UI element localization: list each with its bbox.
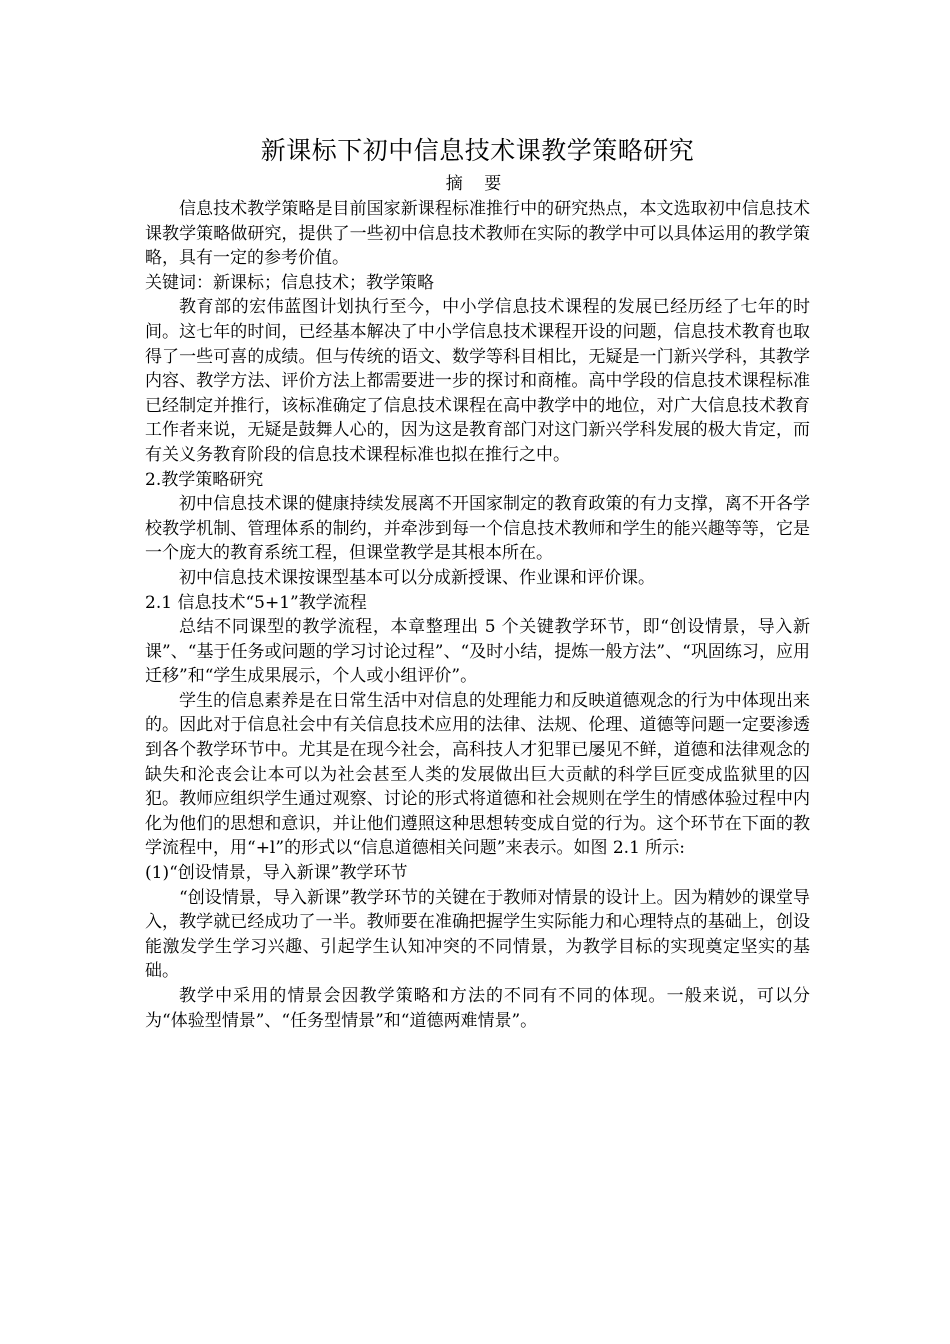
subsection-heading: (1)“创设情景，导入新课”教学环节: [145, 863, 408, 884]
body-paragraph: 教育部的宏伟蓝图计划执行至今，中小学信息技术课程的发展已经历经了七年的时间。这七年的时间，已经基本解决了中小学信息技术课程开设的问题，信息技术教育也取得了一些可喜的成绩。但与传统的语文、数学等科目相比，无疑是一门新兴学科，其教学内容、教学方法、评价方法上都需要进一步的探讨和商榷。高中学段的信息技术课程标准已经制定并推行，该标准确定了信息技术课程在高中教学中的地位，对广大信息技术教育工作者来说，无疑是鼓舞人心的，因为这是教育部门对这门新兴学科发展的极大肯定，而有关义务教育阶段的信息技术课程标准也拟在推行之中。: [145, 297, 810, 465]
abstract-paragraph: 信息技术教学策略是目前国家新课程标准推行中的研究热点，本文选取初中信息技术课教学策略做研究，提供了一些初中信息技术教师在实际的教学中可以具体运用的教学策略，具有一定的参考价值。: [145, 199, 810, 269]
abstract-heading: 摘 要: [445, 174, 510, 194]
body-paragraph: “创设情景，导入新课”教学环节的关键在于教师对情景的设计上。因为精妙的课堂导入，教学就已经成功了一半。教师要在准确把握学生实际能力和心理特点的基础上，创设能激发学生学习兴趣、引起学生认知冲突的不同情景，为教学目标的实现奠定坚实的基础。: [145, 887, 810, 982]
document-title: 新课标下初中信息技术课教学策略研究: [260, 136, 695, 165]
body-paragraph: 初中信息技术课按课型基本可以分成新授课、作业课和评价课。: [179, 567, 655, 588]
subsection-heading: 2.1 信息技术“5+1”教学流程: [145, 592, 367, 613]
section-heading: 2.教学策略研究: [145, 469, 264, 490]
document-page: [145, 132, 810, 1033]
body-paragraph: 总结不同课型的教学流程，本章整理出 5 个关键教学环节，即“创设情景，导入新课”、“基于任务或问题的学习讨论过程”、“及时小结，提炼一般方法”、“巩固练习，应用迁移”和“学生成果展示，个人或小组评价”。: [145, 617, 810, 687]
body-paragraph: 学生的信息素养是在日常生活中对信息的处理能力和反映道德观念的行为中体现出来的。因此对于信息社会中有关信息技术应用的法律、法规、伦理、道德等问题一定要渗透到各个教学环节中。尤其是在现今社会，高科技人才犯罪已屡见不鲜，道德和法律观念的缺失和沦丧会让本可以为社会甚至人类的发展做出巨大贡献的科学巨匠变成监狱里的囚犯。教师应组织学生通过观察、讨论的形式将道德和社会规则在学生的情感体验过程中内化为他们的思想和意识，并让他们遵照这种思想转变成自觉的行为。这个环节在下面的教学流程中，用“+l”的形式以“信息道德相关问题”来表示。如图 2.1 所示:: [145, 690, 810, 859]
keywords-line: 关键词：新课标；信息技术；教学策略: [145, 272, 434, 293]
body-paragraph: 初中信息技术课的健康持续发展离不开国家制定的教育政策的有力支撑，离不开各学校教学机制、管理体系的制约，并牵涉到每一个信息技术教师和学生的能兴趣等等，它是一个庞大的教育系统工程，但课堂教学是其根本所在。: [145, 494, 810, 564]
body-paragraph: 教学中采用的情景会因教学策略和方法的不同有不同的体现。一般来说，可以分为“体验型情景”、“任务型情景”和“道德两难情景”。: [145, 986, 810, 1031]
